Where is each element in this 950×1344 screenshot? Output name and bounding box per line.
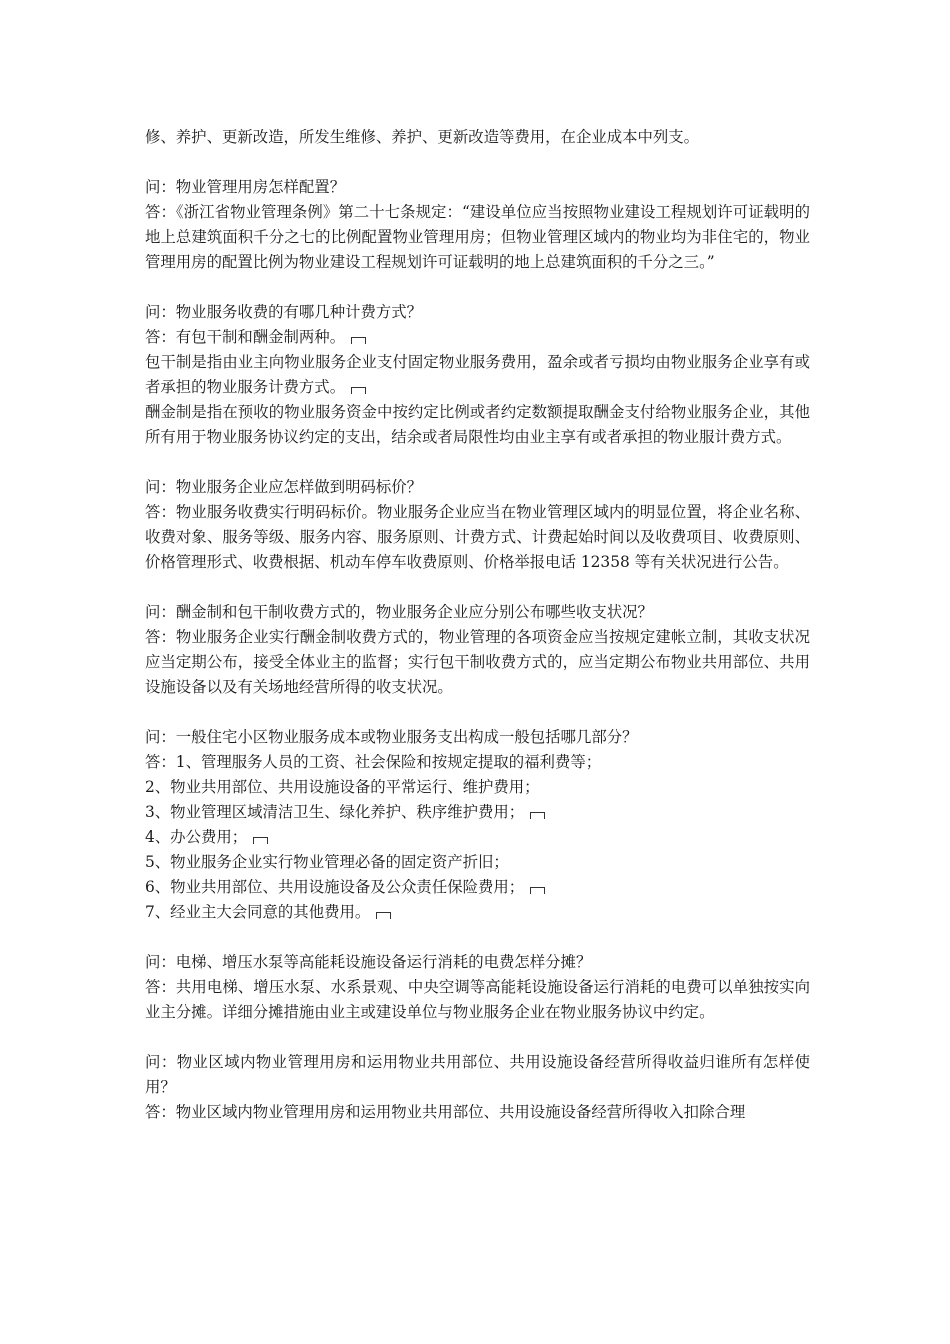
qa-section	[145, 300, 810, 450]
paragraph-gap	[145, 925, 810, 950]
line-text: 答：物业服务收费实行明码标价。物业服务企业应当在物业管理区域内的明显位置，将企业名称、收费对象、服务等级、服务内容、服务原则、计费方式、计费起始时间以及收费项目、收费原则、价格管理形式、收费根据、机动车停车收费原则、价格举报电话 12358 等有关状况进行公告。	[145, 503, 810, 571]
line-text: 问：酬金制和包干制收费方式的，物业服务企业应分别公布哪些收支状况？	[145, 603, 653, 621]
paragraph-mark-icon	[530, 887, 545, 894]
line-text: 3、物业管理区域清洁卫生、绿化养护、秩序维护费用；	[145, 803, 525, 821]
answer-line	[145, 1100, 810, 1125]
line-text: 问：物业服务企业应怎样做到明码标价？	[145, 478, 423, 496]
text-line	[145, 825, 810, 850]
line-text: 问：物业管理用房怎样配置？	[145, 178, 346, 196]
text-line	[145, 350, 810, 400]
qa-section	[145, 725, 810, 925]
paragraph-gap	[145, 450, 810, 475]
line-text: 问：电梯、增压水泵等高能耗设施设备运行消耗的电费怎样分摊？	[145, 953, 592, 971]
line-text: 包干制是指由业主向物业服务企业支付固定物业服务费用，盈余或者亏损均由物业服务企业享有或者承担的物业服务计费方式。	[145, 353, 810, 396]
paragraph-gap	[145, 575, 810, 600]
qa-section	[145, 600, 810, 700]
line-text: 5、物业服务企业实行物业管理必备的固定资产折旧；	[145, 853, 509, 871]
line-text: 答：1、管理服务人员的工资、社会保险和按规定提取的福利费等；	[145, 753, 602, 771]
qa-section	[145, 475, 810, 575]
paragraph-gap	[145, 150, 810, 175]
line-text: 7、经业主大会同意的其他费用。	[145, 903, 371, 921]
line-text: 答：物业区域内物业管理用房和运用物业共用部位、共用设施设备经营所得收入扣除合理	[145, 1103, 746, 1121]
answer-line	[145, 200, 810, 275]
line-text: 答：共用电梯、增压水泵、水系景观、中央空调等高能耗设施设备运行消耗的电费可以单独按实向业主分摊。详细分摊措施由业主或建设单位与物业服务企业在物业服务协议中约定。	[145, 978, 810, 1021]
question-line	[145, 175, 810, 200]
question-line	[145, 475, 810, 500]
line-text: 酬金制是指在预收的物业服务资金中按约定比例或者约定数额提取酬金支付给物业服务企业，其他所有用于物业服务协议约定的支出，结余或者局限性均由业主享有或者承担的物业服计费方式。	[145, 403, 810, 446]
answer-line	[145, 975, 810, 1025]
line-text: 问：物业服务收费的有哪几种计费方式？	[145, 303, 423, 321]
question-line	[145, 300, 810, 325]
text-line	[145, 875, 810, 900]
answer-line	[145, 750, 810, 775]
line-text: 修、养护、更新改造，所发生维修、养护、更新改造等费用，在企业成本中列支。	[145, 128, 700, 146]
text-line	[145, 850, 810, 875]
line-text: 6、物业共用部位、共用设施设备及公众责任保险费用；	[145, 878, 525, 896]
answer-line	[145, 625, 810, 700]
paragraph-mark-icon	[530, 812, 545, 819]
text-line	[145, 775, 810, 800]
qa-section	[145, 175, 810, 275]
document-page	[145, 125, 810, 1125]
paragraph-gap	[145, 700, 810, 725]
question-line	[145, 1050, 810, 1100]
answer-line	[145, 500, 810, 575]
question-line	[145, 950, 810, 975]
text-line	[145, 125, 810, 150]
line-text: 问：一般住宅小区物业服务成本或物业服务支出构成一般包括哪几部分？	[145, 728, 638, 746]
paragraph-mark-icon	[351, 387, 366, 394]
qa-section	[145, 950, 810, 1025]
line-text: 问：物业区域内物业管理用房和运用物业共用部位、共用设施设备经营所得收益归谁所有怎样使用？	[145, 1053, 810, 1096]
line-text: 2、物业共用部位、共用设施设备的平常运行、维护费用；	[145, 778, 540, 796]
paragraph-mark-icon	[376, 912, 391, 919]
line-text: 答：有包干制和酬金制两种。	[145, 328, 346, 346]
paragraph-gap	[145, 1025, 810, 1050]
question-line	[145, 725, 810, 750]
answer-line	[145, 325, 810, 350]
line-text: 答：《浙江省物业管理条例》第二十七条规定：“建设单位应当按照物业建设工程规划许可证载明的地上总建筑面积千分之七的比例配置物业管理用房；但物业管理区域内的物业均为非住宅的，物业管理用房的配置比例为物业建设工程规划许可证载明的地上总建筑面积的千分之三。”	[145, 203, 810, 271]
text-line	[145, 800, 810, 825]
question-line	[145, 600, 810, 625]
line-text: 答：物业服务企业实行酬金制收费方式的，物业管理的各项资金应当按规定建帐立制，其收支状况应当定期公布，接受全体业主的监督；实行包干制收费方式的，应当定期公布物业共用部位、共用设施设备以及有关场地经营所得的收支状况。	[145, 628, 810, 696]
text-line	[145, 400, 810, 450]
paragraph-mark-icon	[253, 837, 268, 844]
paragraph-mark-icon	[351, 337, 366, 344]
paragraph-gap	[145, 275, 810, 300]
text-line	[145, 900, 810, 925]
qa-section	[145, 1050, 810, 1125]
line-text: 4、办公费用；	[145, 828, 248, 846]
continuation-paragraph	[145, 125, 810, 150]
